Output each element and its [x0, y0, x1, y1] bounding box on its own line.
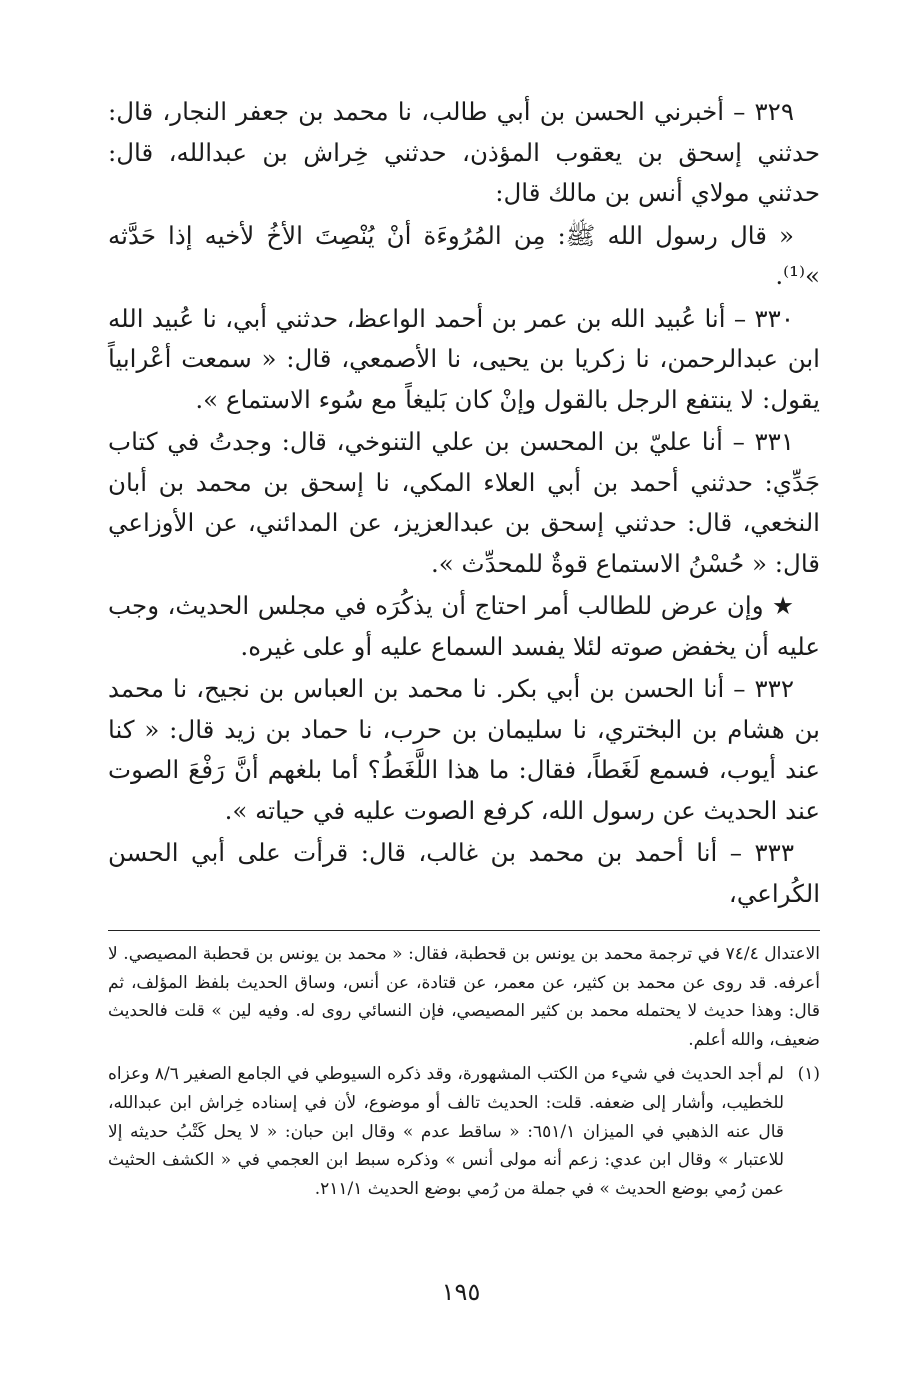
- hadith-quote: « قال رسول الله ﷺ: مِن المُرُوءَة أنْ يُنْصِتَ الأخُ لأخيه إذا حَدَّثه »⁽¹⁾.: [108, 220, 820, 290]
- author-note: ★ وإن عرض للطالب أمر احتاج أن يذكُرَه في مجلس الحديث، وجب عليه أن يخفض صوته لئلا يفسد السماع عليه أو على غيره.: [108, 591, 820, 661]
- paragraph-331: ٣٣١ – أنا عليّ بن المحسن بن علي التنوخي، قال: وجدتُ في كتاب جَدِّي: حدثني أحمد بن أبي العلاء المكي، نا إسحق بن محمد بن أبان النخعي، قال: حدثني إسحق بن عبدالعزيز، عن المدائني، عن الأوزاعي قال: « حُسْنُ الاستماع قوةٌ للمحدِّث ».: [108, 427, 820, 578]
- footnote-1-text: لم أجد الحديث في شيء من الكتب المشهورة، وقد ذكره السيوطي في الجامع الصغير ٨/٦ وعزاه للخطيب، وأشار إلى ضعفه. قلت: الحديث تالف أو موضوع، لأن في إسناده خِراش ابن عبدالله، قال عنه الذهبي في الميزان ٦٥١/١: « ساقط عدم » وقال ابن حبان: « لا يحل كَتْبُ حديثه إلا للاعتبار » وقال ابن عدي: زعم أنه مولى أنس » وذكره سبط ابن العجمي في « الكشف الحثيث عمن رُمي بوضع الحديث » في جملة من رُمي بوضع الحديث ٢١١/١.: [108, 1064, 784, 1199]
- paragraph-329: ٣٢٩ – أخبرني الحسن بن أبي طالب، نا محمد بن جعفر النجار، قال: حدثني إسحق بن يعقوب المؤذن، حدثني خِراش بن عبدالله، قال: حدثني مولاي أنس بن مالك قال:: [108, 97, 820, 207]
- paragraph-332: ٣٣٢ – أنا الحسن بن أبي بكر. نا محمد بن العباس بن نجيح، نا محمد بن هشام بن البختري، نا سليمان بن حرب، نا حماد بن زيد قال: « كنا عند أيوب، فسمع لَغَطاً، فقال: ما هذا اللَّغَطُ؟ أما بلغهم أنَّ رَفْعَ الصوت عند الحديث عن رسول الله، كرفع الصوت عليه في حياته ».: [108, 674, 820, 825]
- footnotes: [108, 940, 820, 1203]
- footnote-1: [108, 1060, 820, 1203]
- page-number: ١٩٥: [441, 1278, 481, 1306]
- footnote-1-marker: (١): [797, 1064, 820, 1085]
- paragraph-330: ٣٣٠ – أنا عُبيد الله بن عمر بن أحمد الواعظ، حدثني أبي، نا عُبيد الله ابن عبدالرحمن، نا زكريا بن يحيى، نا الأصمعي، قال: « سمعت أعْرابياً يقول: لا ينتفع الرجل بالقول وإنْ كان بَليغاً مع سُوء الاستماع ».: [108, 303, 820, 414]
- paragraph-333: ٣٣٣ – أنا أحمد بن محمد بن غالب، قال: قرأت على أبي الحسن الكُراعي،: [108, 838, 820, 908]
- main-text: [108, 92, 820, 916]
- footnote-continuation: الاعتدال ٧٤/٤ في ترجمة محمد بن يونس بن قحطبة، فقال: « محمد بن يونس بن قحطبة المصيصي. لا أعرفه. قد روى عن محمد بن كثير، عن معمر، عن قتادة، عن أنس، وساق الحديث بلفظ المؤلف، ثم قال: وهذا حديث لا يحتمله محمد بن كثير المصيصي، فإن النسائي روى له. وفيه لين » قلت فالحديث ضعيف، والله أعلم.: [108, 944, 821, 1050]
- footnote-divider: [108, 930, 820, 931]
